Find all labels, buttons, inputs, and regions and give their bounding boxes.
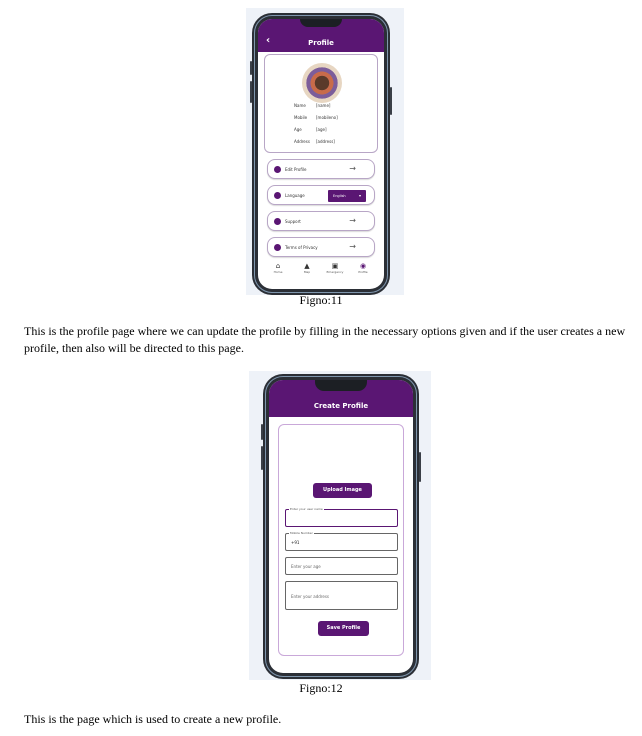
- bottom-nav: [258, 262, 384, 280]
- help-icon: [274, 218, 281, 225]
- home-icon: ⌂: [275, 262, 281, 270]
- arrow-right-icon: →: [349, 216, 356, 225]
- nav-map[interactable]: ▲ Map: [292, 262, 322, 274]
- profile-screen: [258, 19, 384, 289]
- nav-profile[interactable]: ◉ Profile: [348, 262, 378, 274]
- nav-emergency[interactable]: ▣ Emergency: [320, 262, 350, 274]
- caret-down-icon: ▾: [358, 193, 361, 198]
- edit-profile-option[interactable]: Edit Profile →: [267, 159, 375, 179]
- save-profile-button[interactable]: Save Profile: [318, 621, 369, 636]
- back-arrow-icon[interactable]: ‹: [266, 35, 271, 46]
- user-name-field[interactable]: Enter your user name: [285, 509, 398, 527]
- language-select[interactable]: English ▾: [328, 190, 366, 202]
- create-profile-screen: [269, 380, 413, 673]
- upload-image-button[interactable]: Upload Image: [313, 483, 372, 498]
- map-icon: ▲: [304, 262, 310, 270]
- phone-frame-create-profile: [263, 374, 419, 679]
- profile-card: Name [name] Mobile [mobileno] Age [age] Address [address]: [264, 54, 378, 153]
- address-field[interactable]: Enter your address: [285, 581, 398, 610]
- figure-11-caption: Figno:11: [299, 293, 343, 307]
- avatar: [302, 63, 342, 103]
- page-title: Profile: [308, 39, 334, 47]
- page-title: Create Profile: [313, 402, 369, 410]
- shield-icon: [274, 244, 281, 251]
- profile-icon: ◉: [359, 262, 367, 270]
- globe-icon: [274, 192, 281, 199]
- arrow-right-icon: →: [349, 242, 356, 251]
- figure-12-caption: Figno:12: [299, 681, 343, 695]
- nav-home[interactable]: ⌂ Home: [263, 262, 293, 274]
- paragraph-profile: This is the profile page where we can update the profile by filling in the necessary options given and if the user creates a new profile, then also will be directed to this page.: [24, 324, 626, 355]
- paragraph-create-profile: This is the page which is used to create a new profile.: [24, 712, 282, 726]
- terms-of-privacy-option[interactable]: Terms of Privacy →: [267, 237, 375, 257]
- support-option[interactable]: Support →: [267, 211, 375, 231]
- arrow-right-icon: →: [349, 164, 356, 173]
- edit-profile-icon: [274, 166, 281, 173]
- create-profile-form: [278, 424, 404, 656]
- phone-frame-profile: [252, 13, 390, 295]
- mobile-number-field[interactable]: Mobile Number +91: [285, 533, 398, 551]
- language-option[interactable]: Language English ▾: [267, 185, 375, 205]
- age-field[interactable]: Enter your age: [285, 557, 398, 575]
- emergency-icon: ▣: [331, 262, 339, 270]
